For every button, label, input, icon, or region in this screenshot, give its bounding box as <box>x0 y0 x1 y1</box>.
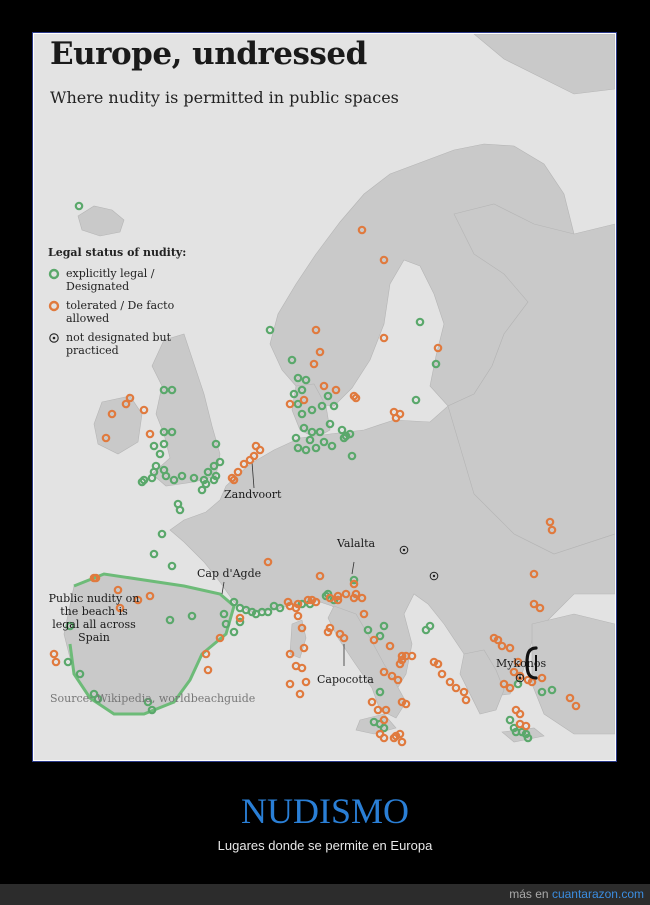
orange-ring-icon <box>48 300 60 312</box>
dot-ring-icon <box>48 332 60 344</box>
location-marker <box>169 563 175 569</box>
location-marker <box>203 651 209 657</box>
location-marker <box>151 443 157 449</box>
location-marker <box>177 507 183 513</box>
location-marker <box>297 691 303 697</box>
location-marker <box>293 435 299 441</box>
location-marker <box>397 411 403 417</box>
location-marker <box>65 659 71 665</box>
location-marker <box>287 401 293 407</box>
location-marker <box>453 685 459 691</box>
legend-label: tolerated / De facto allowed <box>66 299 175 325</box>
location-marker <box>381 735 387 741</box>
location-marker <box>251 453 257 459</box>
legend-label: not designated but practiced <box>66 331 172 357</box>
location-marker <box>301 645 307 651</box>
location-marker <box>141 407 147 413</box>
legend-item-practiced <box>48 331 208 357</box>
publisher-logo-icon <box>524 645 540 681</box>
location-marker <box>517 711 523 717</box>
location-marker <box>295 613 301 619</box>
banner-subtitle: Lugares donde se permite en Europa <box>217 838 433 853</box>
location-marker <box>147 431 153 437</box>
location-marker <box>257 447 263 453</box>
location-marker <box>157 451 163 457</box>
location-marker <box>325 629 331 635</box>
location-marker <box>51 651 57 657</box>
location-marker <box>409 653 415 659</box>
location-marker <box>265 609 271 615</box>
label-cap-dagde: Cap d'Agde <box>197 567 262 580</box>
spain-note: Public nudity on the beach is legal all across Spain <box>48 592 140 644</box>
page-title: Europe, undressed <box>50 36 367 72</box>
green-ring-icon <box>48 268 60 280</box>
location-marker <box>149 475 155 481</box>
location-marker <box>327 421 333 427</box>
location-marker <box>399 739 405 745</box>
location-marker <box>287 681 293 687</box>
location-marker <box>435 661 441 667</box>
location-marker <box>447 679 453 685</box>
location-marker <box>159 531 165 537</box>
location-marker <box>299 665 305 671</box>
legend-title: Legal status of nudity: <box>48 246 187 259</box>
location-marker <box>403 701 409 707</box>
location-marker <box>161 441 167 447</box>
legend-label: explicitly legal / Designated <box>66 267 155 293</box>
location-marker <box>303 679 309 685</box>
location-marker <box>507 717 513 723</box>
banner-title: NUDISMO <box>240 791 409 831</box>
location-marker <box>423 627 429 633</box>
location-marker <box>291 391 297 397</box>
location-marker <box>523 723 529 729</box>
footer-prefix: más en <box>509 887 549 901</box>
location-marker <box>463 697 469 703</box>
location-marker <box>231 629 237 635</box>
location-marker <box>267 327 273 333</box>
location-marker <box>211 477 217 483</box>
footer <box>509 887 644 901</box>
label-mykonos: Mykonos <box>496 657 547 670</box>
location-marker <box>369 699 375 705</box>
label-capocotta: Capocotta <box>317 673 374 686</box>
location-marker <box>205 667 211 673</box>
location-marker <box>199 487 205 493</box>
legend-item-legal <box>48 267 208 293</box>
location-marker <box>381 335 387 341</box>
location-marker <box>313 599 319 605</box>
footer-site-link[interactable]: cuantarazon.com <box>551 887 644 901</box>
page-subtitle: Where nudity is permitted in public spaces <box>50 88 399 107</box>
legend <box>48 246 208 363</box>
location-marker <box>417 319 423 325</box>
label-zandvoort: Zandvoort <box>224 488 282 501</box>
location-marker <box>293 605 299 611</box>
source-credit: Source: Wikipedia, worldbeachguide <box>50 692 256 705</box>
label-valalta: Valalta <box>337 537 376 550</box>
location-marker <box>439 671 445 677</box>
location-marker <box>53 659 59 665</box>
legend-item-tolerated <box>48 299 208 325</box>
location-marker <box>151 551 157 557</box>
location-marker <box>461 689 467 695</box>
location-marker <box>235 469 241 475</box>
location-marker <box>76 203 82 209</box>
location-marker <box>375 707 381 713</box>
location-marker <box>413 397 419 403</box>
